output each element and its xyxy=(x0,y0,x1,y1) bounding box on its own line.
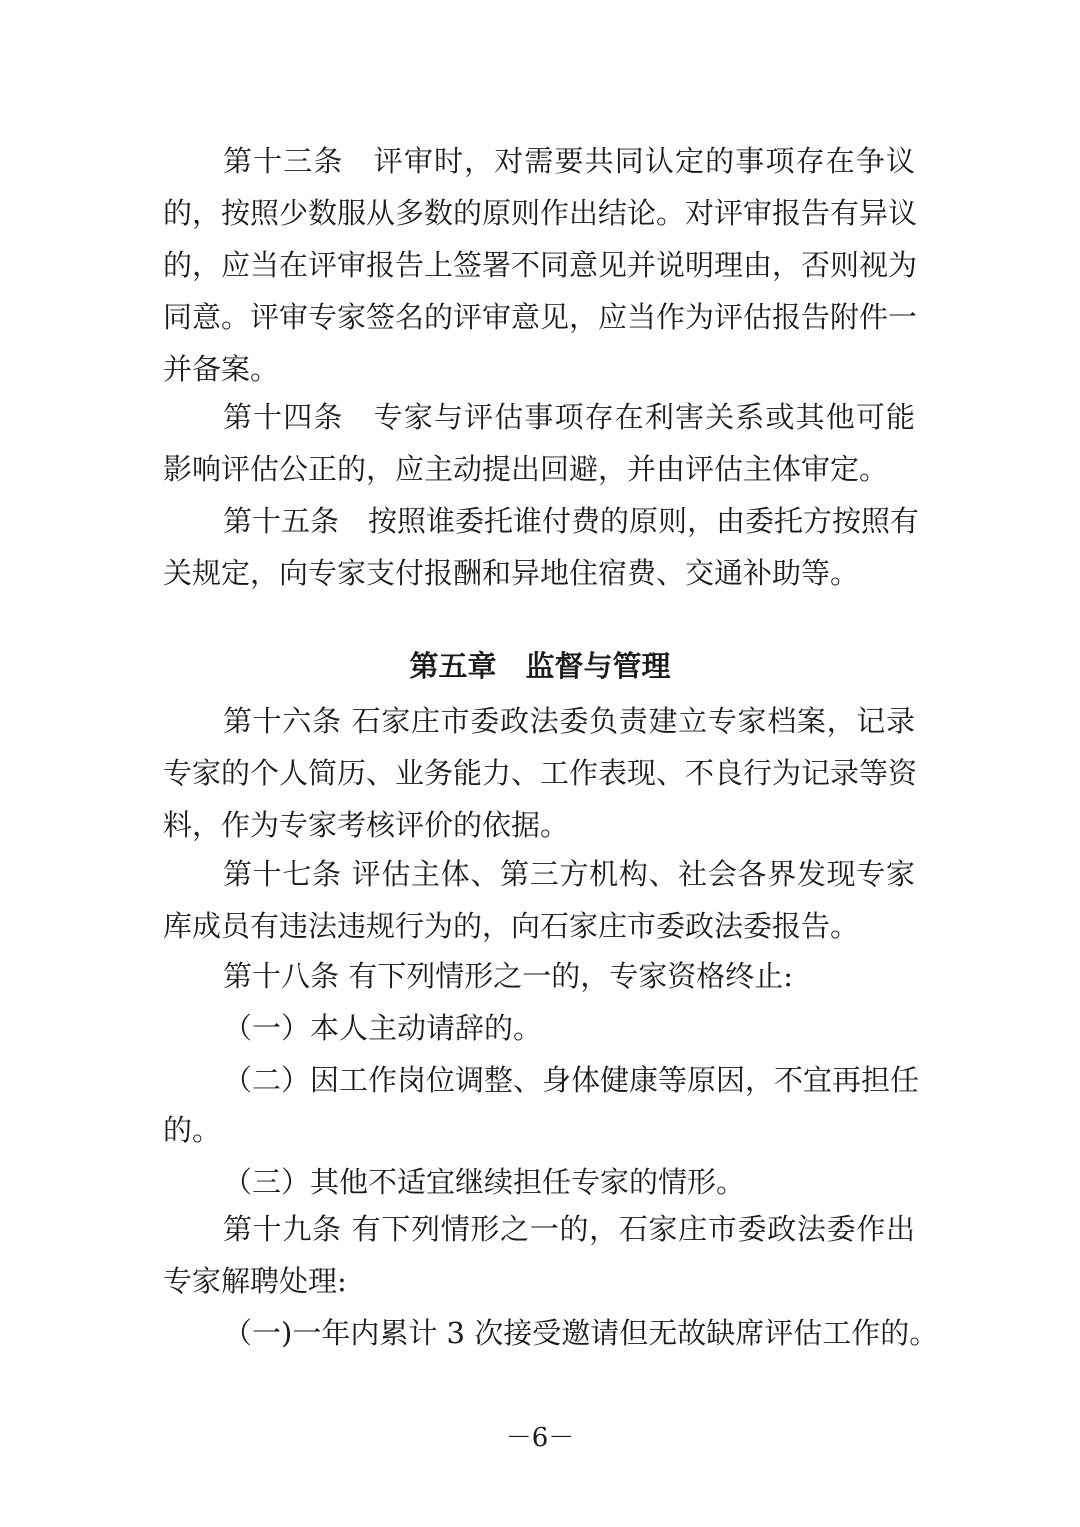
paragraph-line: 影响评估公正的，应主动提出回避，并由评估主体审定。 xyxy=(163,452,889,486)
page-number: －6－ xyxy=(505,1423,575,1453)
paragraph-line: 专家的个人简历、业务能力、工作表现、不良行为记录等资 xyxy=(163,756,918,790)
paragraph-line: 第十八条 有下列情形之一的，专家资格终止: xyxy=(223,959,793,993)
paragraph-line: 并备案。 xyxy=(163,352,280,386)
paragraph-line: 第十五条 按照谁委托谁付费的原则，由委托方按照有 xyxy=(223,504,920,538)
list-item: （一)一年内累计 3 次接受邀请但无故缺席评估工作的。 xyxy=(223,1316,939,1350)
chapter-heading: 第五章 监督与管理 xyxy=(409,649,671,683)
paragraph-line: 专家解聘处理: xyxy=(163,1264,347,1298)
paragraph-line: 料，作为专家考核评价的依据。 xyxy=(163,808,570,842)
paragraph-line: 第十九条 有下列情形之一的，石家庄市委政法委作出 xyxy=(223,1212,915,1246)
list-item-continuation: 的。 xyxy=(163,1113,222,1147)
paragraph-line: 的，应当在评审报告上签署不同意见并说明理由，否则视为 xyxy=(163,248,918,282)
paragraph-line: 同意。评审专家签名的评审意见，应当作为评估报告附件一 xyxy=(163,300,918,334)
list-item: （三）其他不适宜继续担任专家的情形。 xyxy=(223,1165,746,1199)
paragraph-line: 库成员有违法违规行为的，向石家庄市委政法委报告。 xyxy=(163,909,860,943)
paragraph-line: 第十四条 专家与评估事项存在利害关系或其他可能 xyxy=(223,400,915,434)
paragraph-line: 第十三条 评审时，对需要共同认定的事项存在争议 xyxy=(223,144,915,178)
list-item: （一）本人主动请辞的。 xyxy=(223,1011,543,1045)
list-item: （二）因工作岗位调整、身体健康等原因，不宜再担任 xyxy=(223,1063,920,1097)
paragraph-line: 第十六条 石家庄市委政法委负责建立专家档案，记录 xyxy=(223,704,915,738)
paragraph-line: 的，按照少数服从多数的原则作出结论。对评审报告有异议 xyxy=(163,196,918,230)
paragraph-line: 第十七条 评估主体、第三方机构、社会各界发现专家 xyxy=(223,857,915,891)
paragraph-line: 关规定，向专家支付报酬和异地住宿费、交通补助等。 xyxy=(163,556,860,590)
